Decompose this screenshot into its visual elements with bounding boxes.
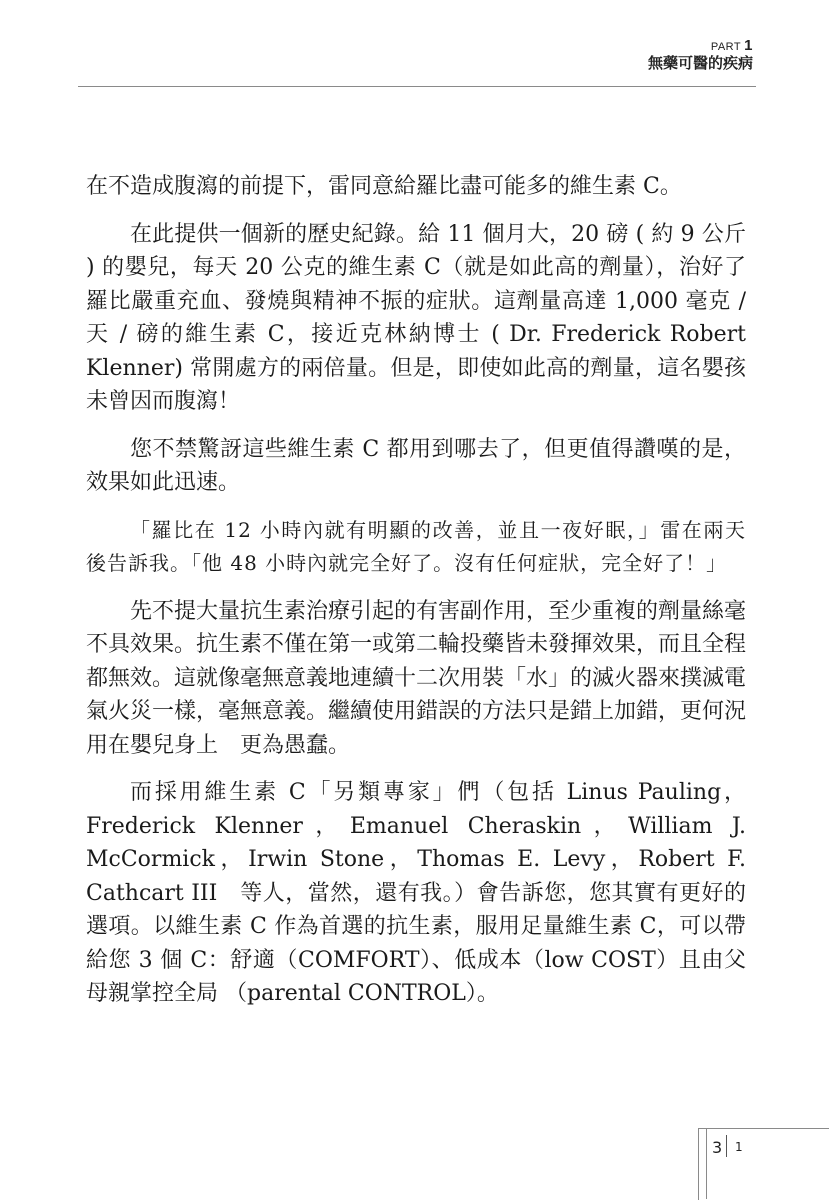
part-number: 1 <box>744 37 753 54</box>
chapter-title: 無藥可醫的疾病 <box>647 54 753 72</box>
paragraph-2: 在此提供一個新的歷史紀錄。給 11 個月大，20 磅 ( 約 9 公斤 ) 的嬰兒，每天 20 公克的維生素 C（就是如此高的劑量），治好了羅比嚴重充血、發燒與精神不振的症狀。這劑量高達 1,000 毫克 / 天 / 磅的維生素 C，接近克林納博士 ( Dr. Frederick Robert Klenner) 常開處方的兩倍量。但是，即使如此高的劑量，這名嬰孩未曾因而腹瀉！ <box>86 221 746 414</box>
page-number-separator <box>726 1135 727 1157</box>
page-number-sub: 1 <box>735 1140 743 1154</box>
paragraph-6: 而採用維生素 C「另類專家」們（包括 Linus Pauling，Frederick Klenner，Emanuel Cheraskin，William J. McCormick，Irwin Stone，Thomas E. Levy，Robert F. Cathcart III 等人，當然，還有我。）會告訴您，您其實有更好的選項。以維生素 C 作為首選的抗生素，服用足量維生素 C，可以帶給您 3 個 C：舒適（COMFORT）、低成本（low COST）且由父母親掌控全局 （parental CONTROL）。 <box>86 780 746 1006</box>
part-label-text: PART <box>710 41 742 53</box>
header-divider <box>78 86 756 87</box>
body-text <box>86 170 746 1025</box>
footer-inner-rule <box>706 1128 707 1199</box>
running-header <box>648 38 753 71</box>
paragraph-quote: 「羅比在 12 小時內就有明顯的改善，並且一夜好眠，」雷在兩天後告訴我。「他 48 小時內就完全好了。沒有任何症狀，完全好了！」 <box>86 517 746 575</box>
paragraph-3: 您不禁驚訝這些維生素 C 都用到哪去了，但更值得讚嘆的是，效果如此迅速。 <box>86 436 746 495</box>
part-label <box>648 38 753 53</box>
paragraph-5: 先不提大量抗生素治療引起的有害副作用，至少重複的劑量絲毫不具效果。抗生素不僅在第一或第二輪投藥皆未發揮效果，而且全程都無效。這就像毫無意義地連續十二次用裝「水」的滅火器來撲滅電氣火災一樣，毫無意義。繼續使用錯誤的方法只是錯上加錯，更何況用在嬰兒身上 更為愚蠢。 <box>86 598 747 758</box>
paragraph-1: 在不造成腹瀉的前提下，雷同意給羅比盡可能多的維生素 C。 <box>86 174 682 199</box>
page-number: 3 <box>712 1138 723 1157</box>
